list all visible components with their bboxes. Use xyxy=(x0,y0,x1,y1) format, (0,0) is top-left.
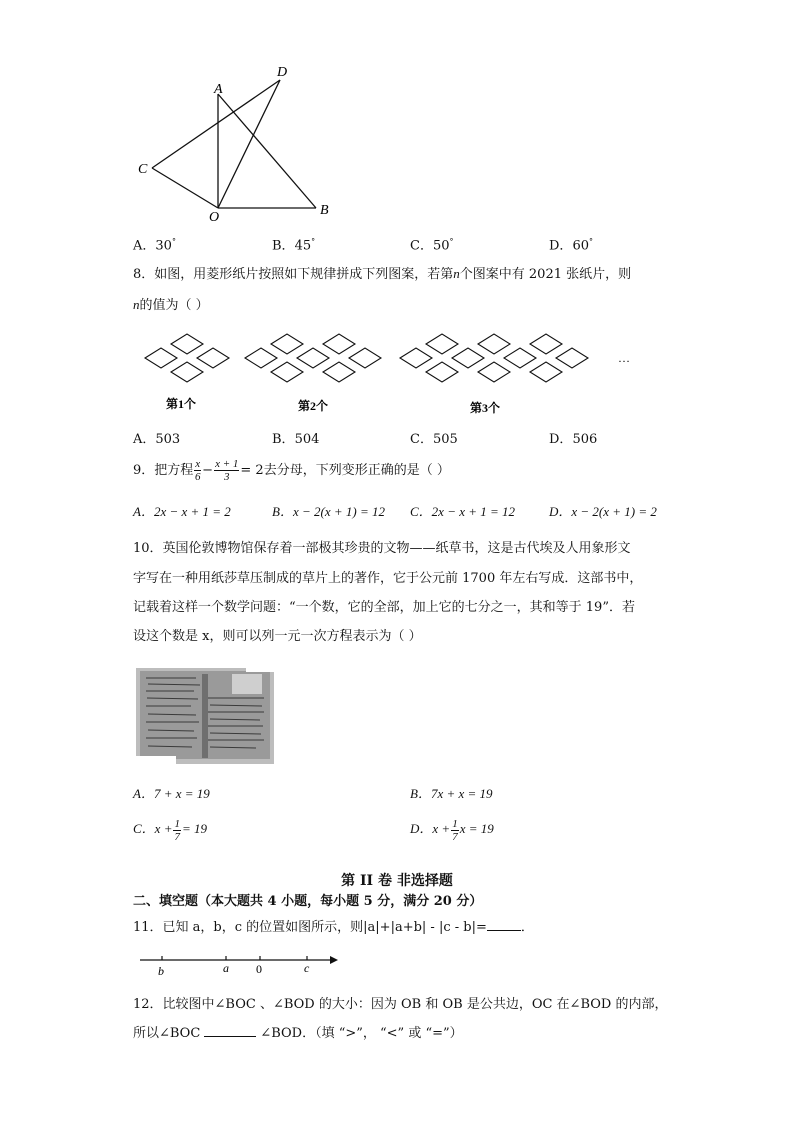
q9-option-b: B．x − 2(x + 1) = 12 xyxy=(272,504,385,519)
q9-option-d: D．x − 2(x + 1) = 2 xyxy=(549,504,657,519)
numberline-label-a: a xyxy=(223,961,229,975)
q7-triangle-figure xyxy=(130,58,340,228)
numberline-label-zero: 0 xyxy=(256,962,262,976)
q10-option-b: B．7x + x = 19 xyxy=(410,786,493,801)
q11-answer-blank xyxy=(487,930,521,931)
q8-option-b: B．504 xyxy=(272,432,320,447)
q8-rhombus-pattern-figure xyxy=(140,326,640,416)
q9-stem: 9．把方程 $\frac{x}{6}$ − $\frac{x + 1}{3}$ = 2去分母，下列变形正确的是（ ） xyxy=(133,458,450,483)
point-label-O: O xyxy=(209,210,220,225)
q7-option-c: C．50° xyxy=(410,237,454,254)
numberline-label-c: c xyxy=(304,961,310,975)
q8-stem-line1: 8．如图，用菱形纸片按照如下规律拼成下列图案，若第n个图案中有 2021 张纸片，则 xyxy=(133,266,632,282)
pattern-label-3: 第3个 xyxy=(470,401,501,415)
q12-line-1: 12．比较图中∠BOC 、∠BOD 的大小：因为 OB 和 OB 是公共边，OC 在∠BOD 的内部， xyxy=(133,997,668,1012)
q8-stem-line2: n的值为（ ） xyxy=(133,297,209,313)
section-subtitle: 二、填空题（本大题共 4 小题，每小题 5 分，满分 20 分） xyxy=(133,894,483,909)
q9-fraction-1: $\frac{x}{6}$ xyxy=(194,458,201,483)
q10-line-1: 10．英国伦敦博物馆保存着一部极其珍贵的文物——纸草书，这是古代埃及人用象形文 xyxy=(133,541,631,556)
pattern-ellipsis: … xyxy=(618,351,630,365)
q7-option-d: D．60° xyxy=(549,237,593,254)
point-label-B: B xyxy=(320,203,329,218)
pattern-label-2: 第2个 xyxy=(298,399,329,413)
q8-option-a: A．503 xyxy=(133,432,181,447)
numberline-label-b: b xyxy=(158,964,164,978)
point-label-A: A xyxy=(214,82,223,97)
q10-option-d: D．x + $\frac{1}{7}$ x = 19 xyxy=(410,817,494,843)
pattern-label-1: 第1个 xyxy=(166,397,197,411)
q10-line-2: 字写在一种用纸莎草压制成的草片上的著作，它于公元前 1700 年左右写成．这部书中， xyxy=(133,571,643,586)
q10-line-4: 设这个数是 x，则可以列一元一次方程表示为（ ） xyxy=(133,629,422,644)
q9-option-c: C．2x − x + 1 = 12 xyxy=(410,504,516,519)
point-label-C: C xyxy=(138,162,148,177)
papyrus-photo xyxy=(136,668,274,764)
q7-option-b: B．45° xyxy=(272,237,316,254)
q12-answer-blank xyxy=(204,1036,256,1037)
q10-option-a: A．7 + x = 19 xyxy=(133,786,210,801)
q7-option-a: A．30° xyxy=(133,237,176,254)
section-title: 第 II 卷 非选择题 xyxy=(341,873,453,889)
point-label-D: D xyxy=(277,65,288,80)
q8-option-d: D．506 xyxy=(549,432,598,447)
q10-line-3: 记载着这样一个数学问题：“一个数，它的全部，加上它的七分之一，其和等于 19”．若 xyxy=(133,600,635,615)
q10-option-c: C．x + $\frac{1}{7}$ = 19 xyxy=(133,817,207,843)
q12-line-2: 所以∠BOC ∠BOD．（填 “>”， “<” 或 “=”） xyxy=(133,1026,463,1041)
q9-option-a: A．2x − x + 1 = 2 xyxy=(133,504,231,519)
q8-option-c: C．505 xyxy=(410,432,458,447)
q9-fraction-2: $\frac{x + 1}{3}$ xyxy=(215,458,239,483)
q11-number-line xyxy=(140,950,340,980)
q11-stem: 11．已知 a，b，c 的位置如图所示，则|a|+|a+b| - |c - b|= ． xyxy=(133,920,534,935)
